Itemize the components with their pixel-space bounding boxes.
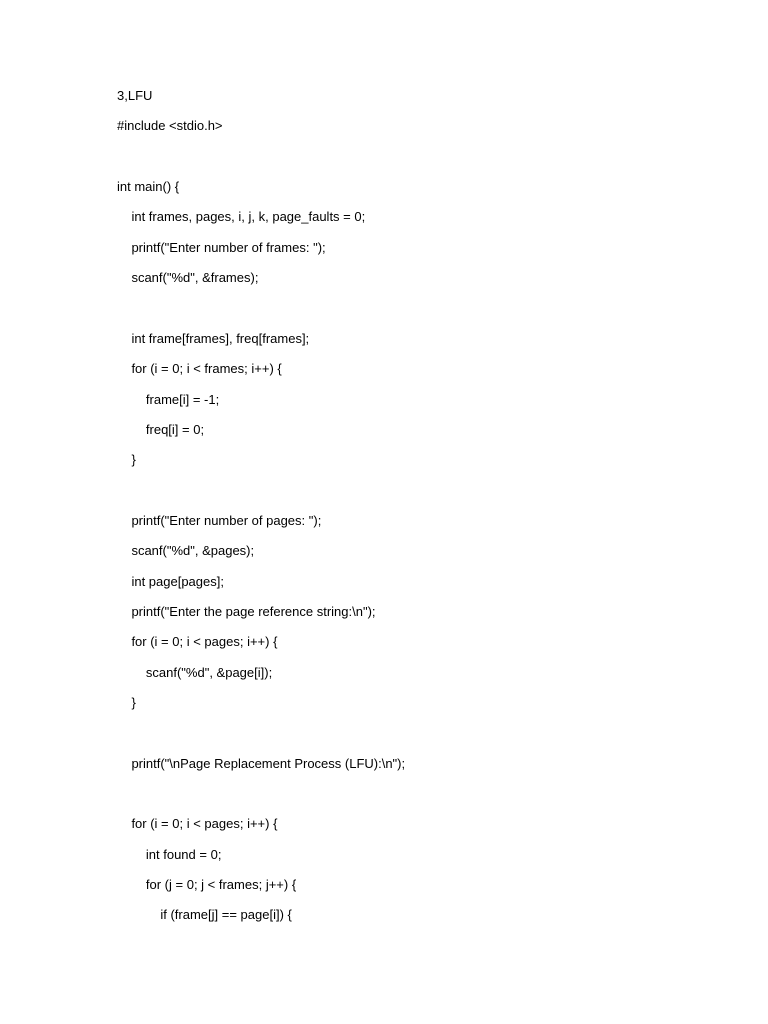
code-line: for (j = 0; j < frames; j++) { (117, 877, 297, 892)
code-line: printf("Enter the page reference string:\n"); (117, 604, 376, 619)
code-line: int main() { (117, 179, 180, 194)
code-line: int page[pages]; (117, 574, 224, 589)
code-line: scanf("%d", &frames); (117, 270, 259, 285)
code-line: frame[i] = -1; (117, 392, 220, 407)
code-line: printf("Enter number of frames: "); (117, 240, 326, 255)
code-line: for (i = 0; i < pages; i++) { (117, 634, 278, 649)
code-line: for (i = 0; i < pages; i++) { (117, 816, 278, 831)
code-line: } (117, 695, 136, 710)
code-line: scanf("%d", &page[i]); (117, 665, 273, 680)
code-line: int frames, pages, i, j, k, page_faults = 0; (117, 209, 366, 224)
code-line: #include <stdio.h> (117, 118, 223, 133)
code-line: for (i = 0; i < frames; i++) { (117, 361, 282, 376)
code-line: freq[i] = 0; (117, 422, 205, 437)
document-title: 3,LFU (117, 88, 153, 103)
code-line: scanf("%d", &pages); (117, 543, 255, 558)
code-line: if (frame[j] == page[i]) { (117, 907, 292, 922)
code-line: printf("Enter number of pages: "); (117, 513, 322, 528)
code-line: int frame[frames], freq[frames]; (117, 331, 310, 346)
code-line: } (117, 452, 136, 467)
code-line: int found = 0; (117, 847, 222, 862)
code-line: printf("\nPage Replacement Process (LFU):\n"); (117, 756, 406, 771)
